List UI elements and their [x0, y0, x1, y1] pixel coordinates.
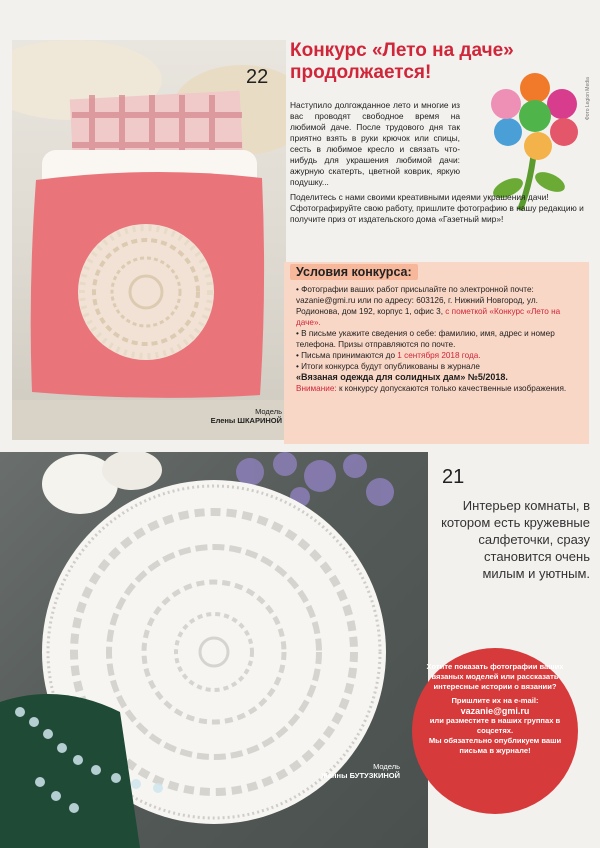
contest-intro: Наступило долгожданное лето и многие из вас проводят свободное время на любимой даче. После трудового дня так приятно взять в руки крючок или спицы, сесть в любимое кресло и связать что-нибудь для украшения любимой дачи: ажурную скатерть, цветной коврик, яркую подушку...	[290, 100, 460, 187]
caption-label: Модель	[373, 762, 400, 771]
condition-item3-text: • Письма принимаются до	[296, 351, 398, 360]
doily-photo	[0, 452, 428, 848]
conditions-list	[296, 284, 581, 394]
model-number-22: 22	[246, 66, 269, 88]
caption-label: Модель	[255, 407, 282, 416]
journal-issue: «Вязаная одежда для солидных дам» №5/2018.	[296, 372, 508, 382]
promo-text	[425, 662, 565, 756]
condition-item	[296, 350, 581, 361]
model-caption-top	[200, 407, 282, 425]
condition-item1-note: с пометкой «Конкурс «Лето на даче».	[296, 307, 561, 327]
promo-social: или разместите в наших группах в соцсетях.	[429, 716, 561, 735]
condition-item1-text: • Фотографии ваших работ присылайте по электронной почте: vazanie@gmi.ru или по адресу: 603126, г. Нижний Новгород, ул. Родионова, дом 192, корпус 1, офис 3,	[296, 285, 538, 316]
pillow-illustration	[12, 40, 286, 440]
promo-promise: Мы обязательно опубликуем ваши письма в журнале!	[428, 736, 562, 755]
interior-text: Интерьер комнаты, в котором есть кружевные салфеточки, сразу становится очень милым и уютным.	[441, 498, 590, 581]
promo-email[interactable]: vazanie@gmi.ru	[460, 706, 530, 716]
conditions-title: Условия конкурса:	[290, 264, 418, 280]
model-caption-bottom	[300, 762, 400, 780]
condition-note	[296, 383, 581, 394]
deadline-date: 1 сентября 2018 года.	[397, 351, 481, 360]
contest-title-line1: Конкурс «Лето на даче»	[290, 40, 514, 61]
promo-email-label: Пришлите их на e-mail:	[451, 696, 539, 705]
attention-text: к конкурсу допускаются только качественные изображения.	[336, 384, 567, 393]
contest-invitation: Поделитесь с нами своими креативными идеями украшения дачи! Сфотографируйте свою работу, пришлите фотографию в нашу редакцию и получите приз от издательского дома «Газетный мир»!	[290, 192, 584, 224]
caption-author: Жанны БУТУЗКИНОЙ	[320, 771, 400, 780]
doily-illustration	[0, 452, 428, 848]
condition-item: • Итоги конкурса будут опубликованы в журнале	[296, 362, 480, 371]
promo-question: Хотите показать фотографии ваших вязаных моделей или рассказать интересные истории о вязании?	[426, 662, 564, 691]
condition-item	[296, 284, 581, 328]
contest-title-line2: продолжается!	[290, 62, 432, 83]
caption-author: Елены ШКАРИНОЙ	[210, 416, 282, 425]
model-number-21: 21	[442, 466, 465, 488]
photo-credit: Фото Legion Media	[585, 77, 591, 120]
pillow-photo	[12, 40, 286, 440]
attention-label: Внимание:	[296, 384, 337, 393]
condition-item: • В письме укажите сведения о себе: фамилию, имя, адрес и номер телефона. Призы отправляются по почте.	[296, 329, 555, 349]
